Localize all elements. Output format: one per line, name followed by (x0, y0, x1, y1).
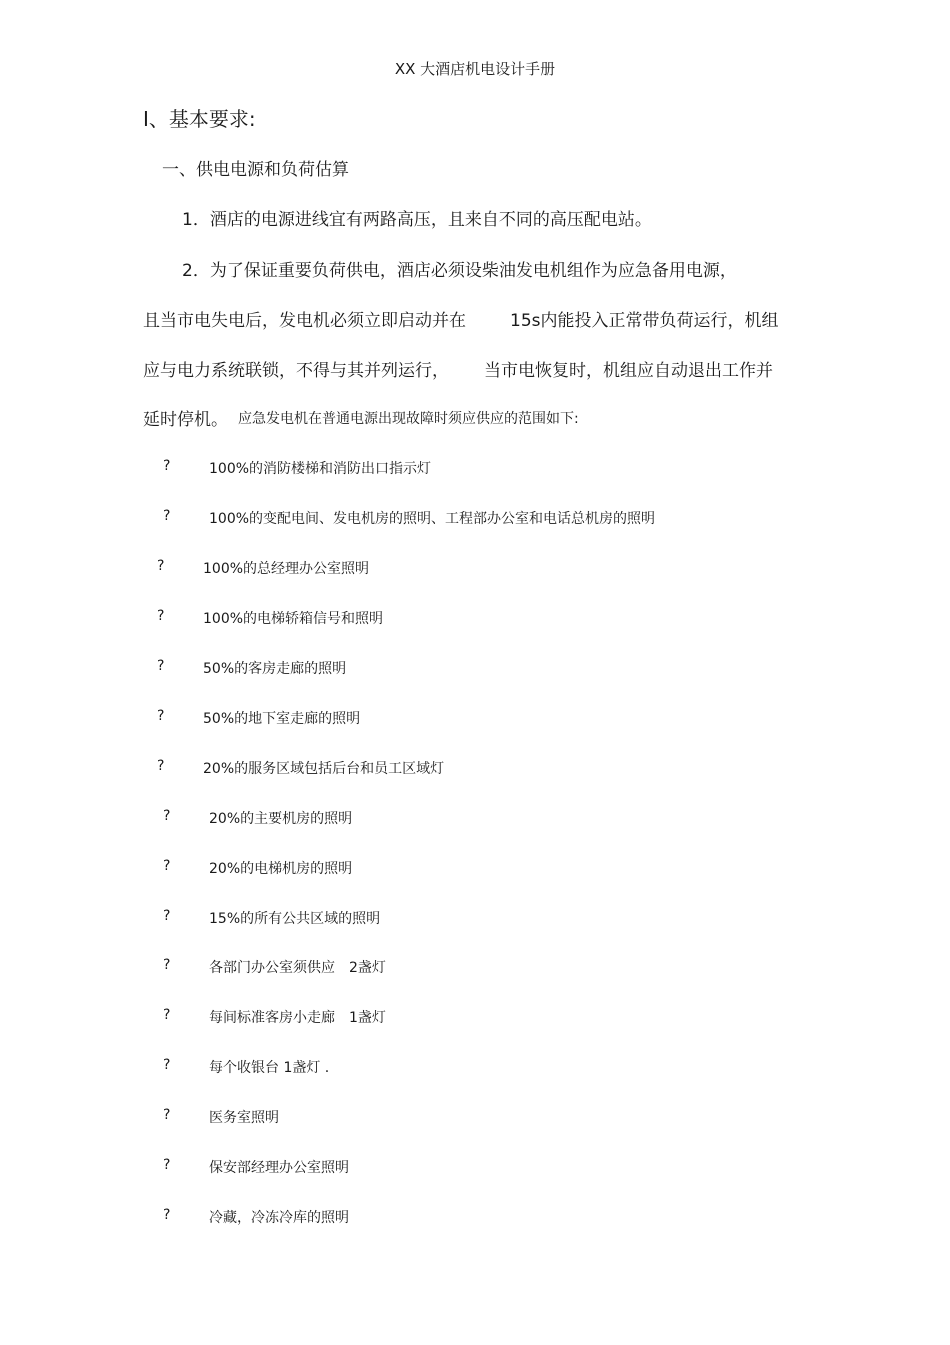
requirement-item-2-line-2a: 且当市电失电后，发电机必须立即启动并在 (143, 311, 466, 331)
list-item-text: 20%的主要机房的照明 (209, 811, 353, 827)
requirement-item-2-line-3a: 应与电力系统联锁，不得与其并列运行， (143, 361, 449, 381)
list-item-text: 每间标准客房小走廊 1盏灯 (209, 1010, 386, 1026)
requirement-item-2-line-4b: 应急发电机在普通电源出现故障时须应供应的范围如下: (238, 411, 579, 427)
list-item-text: 100%的消防楼梯和消防出口指示灯 (209, 461, 432, 477)
subsection-heading: 一、供电电源和负荷估算 (162, 160, 349, 180)
list-item-text: 15%的所有公共区域的照明 (209, 911, 381, 927)
bullet-mark: ? (163, 458, 171, 474)
requirement-item-2-line-2b: 15s内能投入正常带负荷运行，机组 (510, 311, 779, 331)
bullet-mark: ? (157, 558, 165, 574)
list-item-text: 20%的服务区域包括后台和员工区域灯 (203, 761, 445, 777)
bullet-mark: ? (157, 758, 165, 774)
list-item-text: 100%的总经理办公室照明 (203, 561, 370, 577)
bullet-mark: ? (157, 708, 165, 724)
bullet-mark: ? (163, 908, 171, 924)
bullet-mark: ? (163, 858, 171, 874)
list-item-text: 每个收银台 1盏灯 . (209, 1060, 330, 1076)
document-title: XX 大酒店机电设计手册 (394, 60, 556, 78)
list-item-text: 医务室照明 (209, 1110, 279, 1126)
bullet-mark: ? (163, 1007, 171, 1023)
bullet-mark: ? (163, 1157, 171, 1173)
list-item-text: 50%的客房走廊的照明 (203, 661, 347, 677)
list-item-text: 冷藏，冷冻冷库的照明 (209, 1210, 349, 1226)
requirement-item-2-line-1: 2．为了保证重要负荷供电，酒店必须设柴油发电机组作为应急备用电源， (182, 261, 737, 281)
bullet-mark: ? (163, 1107, 171, 1123)
list-item-text: 100%的变配电间、发电机房的照明、工程部办公室和电话总机房的照明 (209, 511, 656, 527)
requirement-item-2-line-4a: 延时停机。 (143, 410, 228, 430)
bullet-mark: ? (163, 808, 171, 824)
bullet-mark: ? (163, 508, 171, 524)
section-heading: I、基本要求: (143, 107, 256, 131)
bullet-mark: ? (163, 957, 171, 973)
bullet-mark: ? (163, 1057, 171, 1073)
list-item-text: 50%的地下室走廊的照明 (203, 711, 361, 727)
requirement-item-2-line-3b: 当市电恢复时，机组应自动退出工作并 (484, 361, 773, 381)
requirement-item-1: 1．酒店的电源进线宜有两路高压，且来自不同的高压配电站。 (182, 210, 652, 230)
list-item-text: 各部门办公室须供应 2盏灯 (209, 960, 386, 976)
list-item-text: 20%的电梯机房的照明 (209, 861, 353, 877)
bullet-mark: ? (157, 608, 165, 624)
list-item-text: 保安部经理办公室照明 (209, 1160, 349, 1176)
bullet-mark: ? (163, 1207, 171, 1223)
list-item-text: 100%的电梯轿箱信号和照明 (203, 611, 384, 627)
bullet-mark: ? (157, 658, 165, 674)
